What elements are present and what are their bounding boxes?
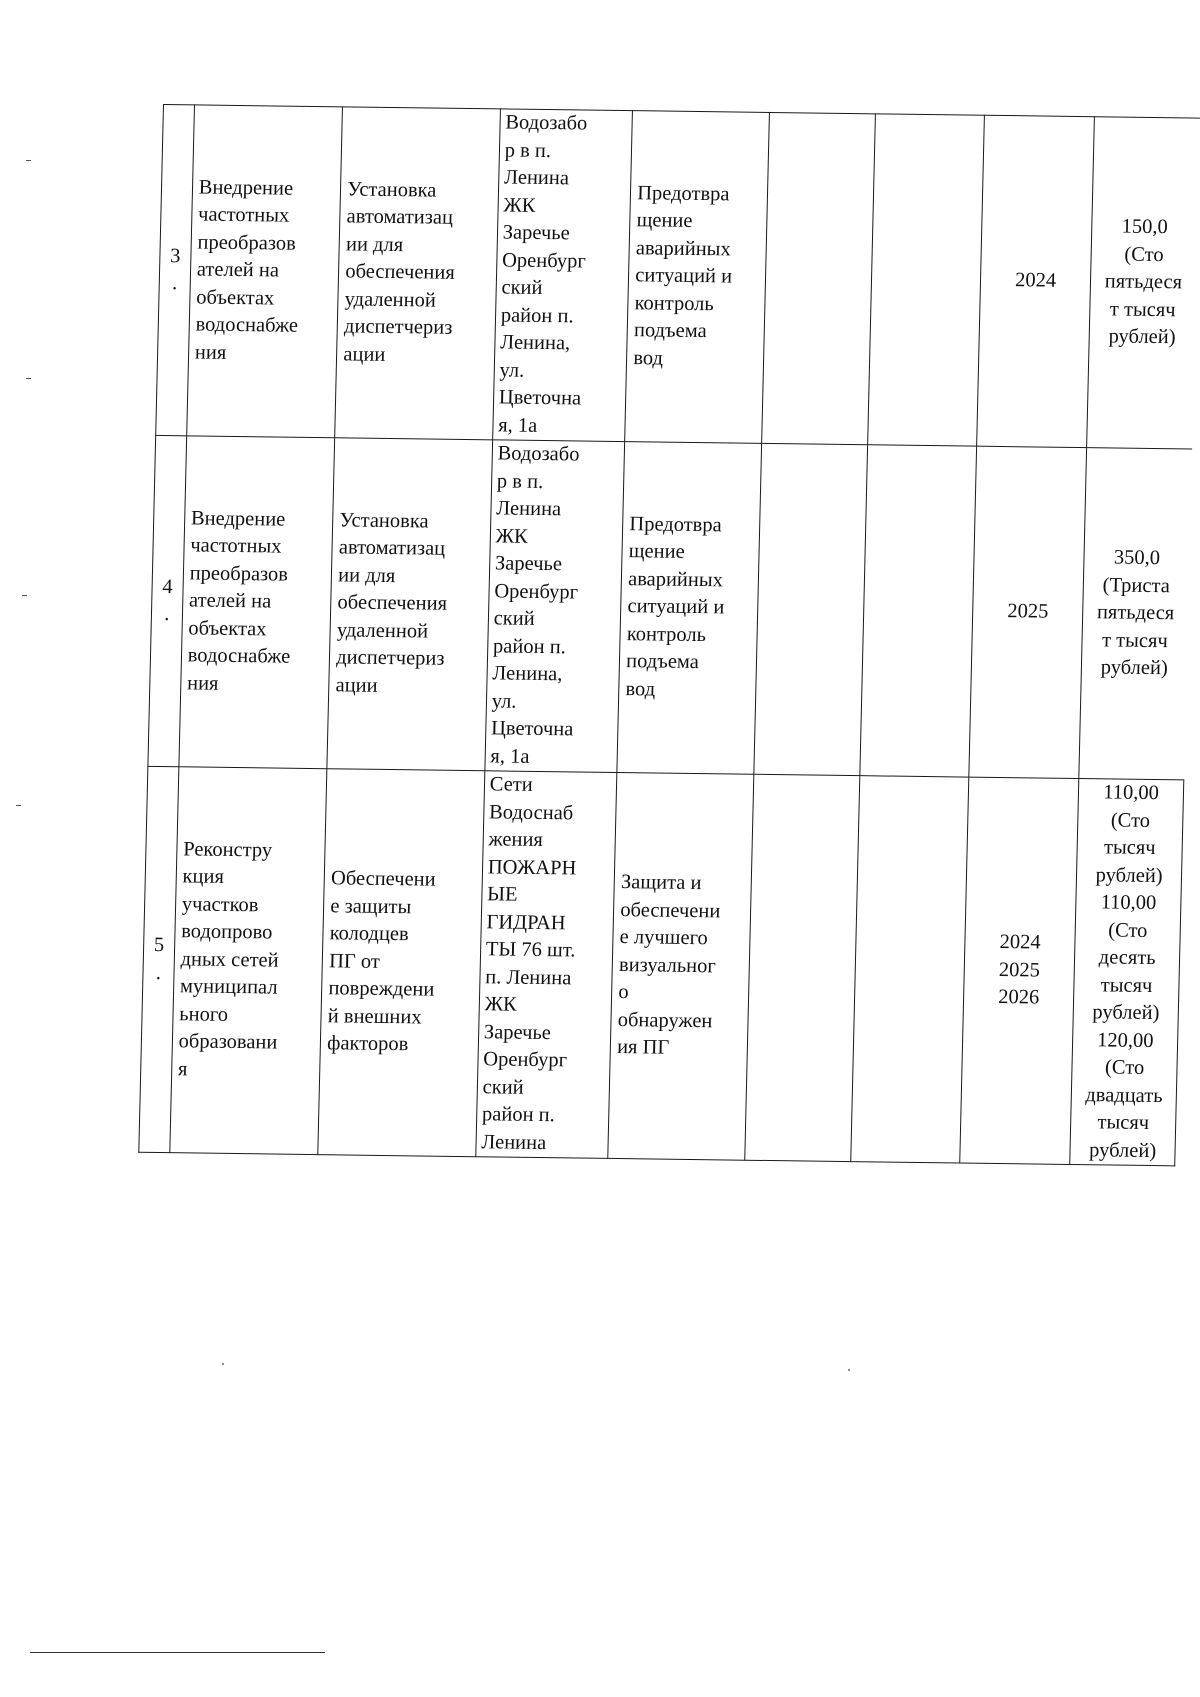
implementation-year: 2024 <box>977 115 1095 447</box>
table-row <box>148 435 1192 779</box>
row-number: 4 . <box>148 435 187 766</box>
measure-goal: Предотвра щение аварийных ситуаций и контроль подъема вод <box>617 442 761 775</box>
scan-mark <box>26 160 31 161</box>
measures-table <box>138 104 1200 1166</box>
empty-cell <box>868 114 984 446</box>
cost-amount: 350,0 (Триста пятьдеся т тысяч рублей) <box>1079 448 1192 780</box>
scan-mark <box>222 1363 224 1365</box>
table-row <box>156 105 1200 449</box>
empty-cell <box>860 445 976 777</box>
cost-amount: 150,0 (Сто пятьдеся т тысяч рублей) <box>1087 117 1200 449</box>
measure-name: Реконстру кция участков водопрово дных сетей муниципал ьного образовани я <box>170 767 328 1155</box>
row-number: 3 . <box>156 105 195 436</box>
measure-goal: Предотвра щение аварийных ситуаций и контроль подъема вод <box>625 111 769 444</box>
measure-name: Внедрение частотных преобразов ателей на объектах водоснабже ния <box>179 436 335 769</box>
object-address: Водозабо р в п. Ленина ЖК Заречье Оренбург ский район п. Ленина, ул. Цветочна я, 1а <box>492 109 632 442</box>
object-address: Водозабо р в п. Ленина ЖК Заречье Оренбург ский район п. Ленина, ул. Цветочна я, 1а <box>485 440 625 773</box>
scan-mark <box>848 1369 850 1371</box>
work-description: Обеспечени е защиты колодцев ПГ от повреждени й внешних факторов <box>318 769 485 1157</box>
work-description: Установка автоматизац ии для обеспечения удаленной диспетчериз ации <box>327 438 492 771</box>
cost-amount: 110,00 (Сто тысяч рублей) 110,00 (Сто десять тысяч рублей) 120,00 (Сто двадцать тысяч рублей) <box>1070 779 1184 1166</box>
implementation-year: 2024 2025 2026 <box>960 777 1079 1164</box>
work-description: Установка автоматизац ии для обеспечения удаленной диспетчериз ации <box>335 107 500 440</box>
empty-cell <box>745 774 861 1161</box>
scan-mark <box>16 805 21 806</box>
table-row <box>139 766 1184 1165</box>
measure-name: Внедрение частотных преобразов ателей на объектах водоснабже ния <box>186 105 342 438</box>
implementation-year: 2025 <box>969 446 1087 778</box>
row-number: 5 . <box>139 766 179 1152</box>
measure-goal: Защита и обеспечени е лучшего визуальног о обнаружен ия ПГ <box>608 773 754 1161</box>
scan-mark <box>26 378 31 379</box>
empty-cell <box>761 112 875 444</box>
scan-mark <box>22 595 27 596</box>
empty-cell <box>754 443 868 775</box>
footer-line <box>30 1652 325 1653</box>
object-address: Сети Водоснаб жения ПОЖАРН ЫЕ ГИДРАН ТЫ 76 шт. п. Ленина ЖК Заречье Оренбург ский район п. Ленина <box>476 771 618 1159</box>
empty-cell <box>851 776 969 1163</box>
